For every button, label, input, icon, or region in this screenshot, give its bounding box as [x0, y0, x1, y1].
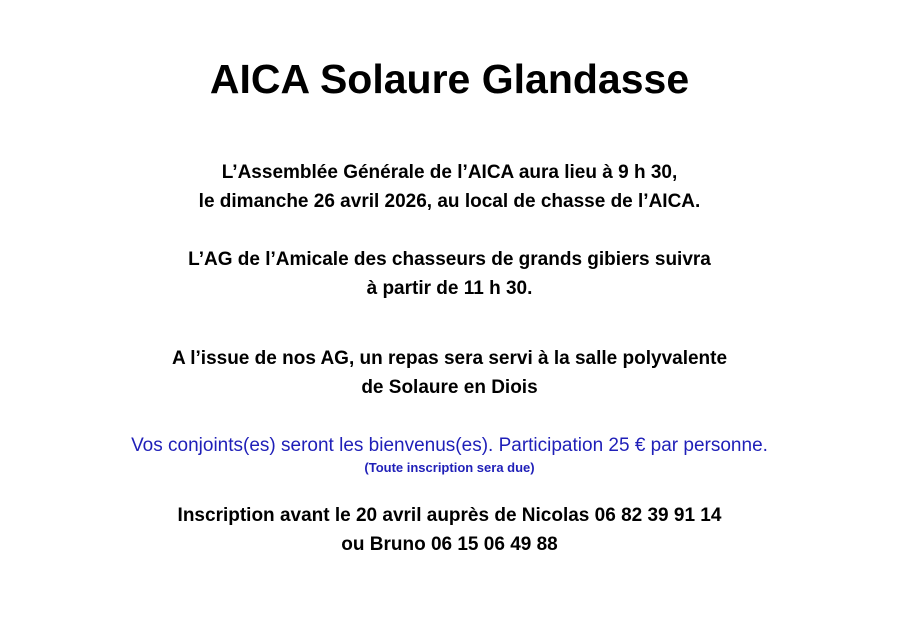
repas-line-1: A l’issue de nos AG, un repas sera servi à la salle polyvalente [171, 348, 728, 369]
inscription-line-1: Inscription avant le 20 avril auprès de Nicolas 06 82 39 91 14 [177, 505, 722, 526]
repas-line-2: de Solaure en Diois [361, 377, 538, 398]
ag-aica-line-2: le dimanche 26 avril 2026, au local de chasse de l’AICA. [198, 191, 701, 212]
ag-amicale-line-1: L’AG de l’Amicale des chasseurs de grands gibiers suivra [188, 249, 711, 270]
page-title: AICA Solaure Glandasse [209, 56, 690, 102]
ag-amicale-line-2: à partir de 11 h 30. [366, 278, 533, 299]
inscription-line-2: ou Bruno 06 15 06 49 88 [341, 534, 558, 555]
participation-text: Vos conjoints(es) seront les bienvenus(es). Participation 25 € par personne. [131, 435, 768, 456]
participation-note: (Toute inscription sera due) [364, 460, 535, 475]
ag-aica-line-1: L’Assemblée Générale de l’AICA aura lieu à 9 h 30, [221, 162, 678, 183]
